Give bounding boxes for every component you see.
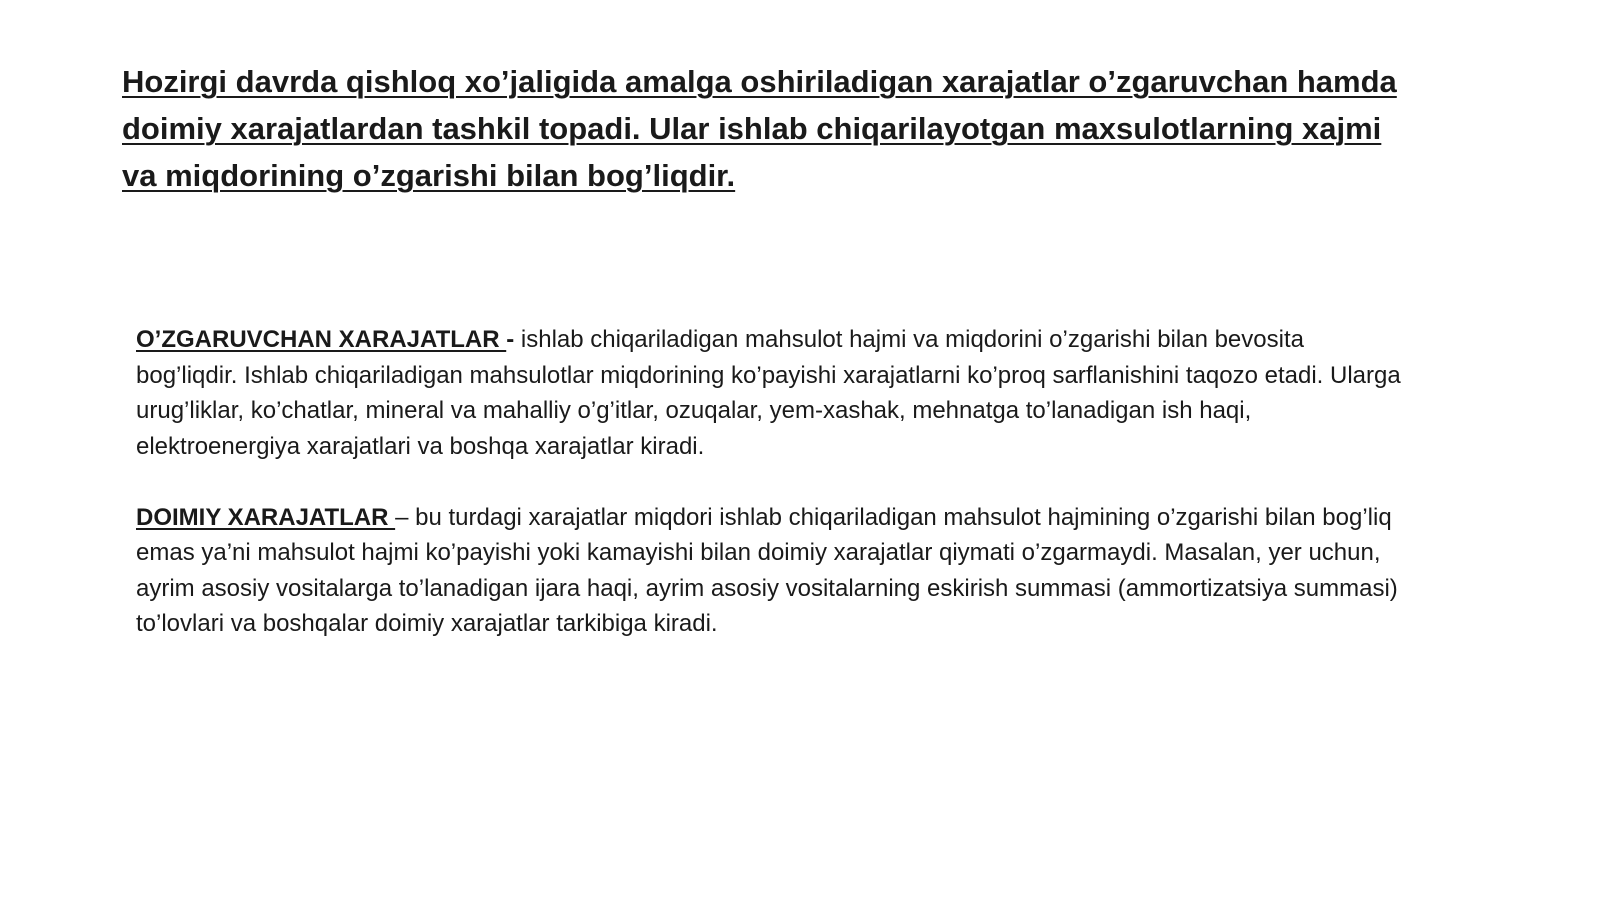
term-fixed-costs: DOIMIY XARAJATLAR xyxy=(136,503,396,531)
paragraph-fixed-costs xyxy=(136,500,1406,642)
definition-fixed-costs: bu turdagi xarajatlar miqdori ishlab chiqariladigan mahsulot hajmining o’zgarishi bilan bog’liq emas ya’ni mahsulot hajmi ko’payishi yoki kamayishi bilan doimiy xarajatlar qiymati o’zgarmaydi. Masalan, yer uchun, ayrim asosiy vositalarga to’lanadigan ijara haqi, ayrim asosiy vositalarning eskirish summasi (ammortizatsiya summasi) to’lovlari va boshqalar doimiy xarajatlar tarkibiga kiradi. xyxy=(136,503,1398,637)
paragraph-variable-costs xyxy=(136,322,1406,464)
term-variable-costs: O’ZGARUVCHAN XARAJATLAR xyxy=(136,326,507,353)
definition-variable-costs: ishlab chiqariladigan mahsulot hajmi va miqdorini o’zgarishi bilan bevosita bog’liqdir. Ishlab chiqariladigan mahsulotlar miqdorining ko’payishi xarajatlarni ko’proq sarflanishini taqozo etadi. Ularga urug’liklar, ko’chatlar, mineral va mahalliy o’g’itlar, ozuqalar, yem-xashak, mehnatga to’lanadigan ish haqi, elektroenergiya xarajatlari va boshqa xarajatlar kiradi. xyxy=(136,326,1401,460)
term-separator: - xyxy=(506,326,521,353)
term-separator: – xyxy=(395,503,416,531)
slide-title: Hozirgi davrda qishloq xo’jaligida amalga oshiriladigan xarajatlar o’zgaruvchan hamda doimiy xarajatlardan tashkil topadi. Ular ishlab chiqarilayotgan maxsulotlarning xajmi va miqdorining o’zgarishi bilan bog’liqdir. xyxy=(122,64,1397,193)
slide-body xyxy=(136,322,1406,642)
